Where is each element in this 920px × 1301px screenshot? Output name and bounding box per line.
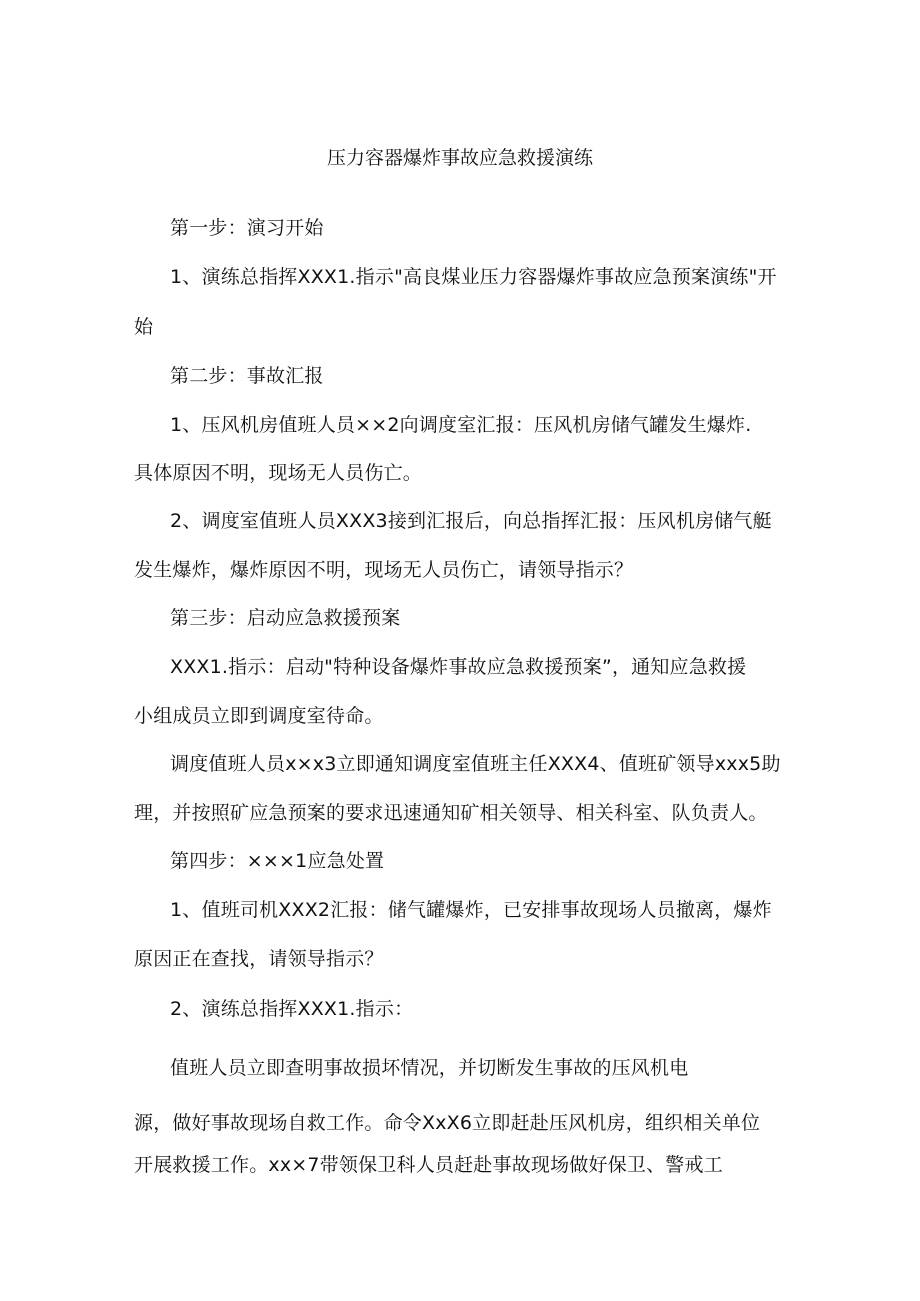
document-title: 压力容器爆炸事故应急救援演练 <box>326 147 593 169</box>
paragraph-line: 值班人员立即查明事故损坏情况，并切断发生事故的压风机电 <box>170 1057 689 1079</box>
paragraph-line: 始 <box>134 316 154 338</box>
paragraph-line: 1、演练总指挥XXX1.指示"高良煤业压力容器爆炸事故应急预案演练"开 <box>170 266 777 288</box>
paragraph-line: 1、压风机房值班人员××2向调度室汇报：压风机房储气罐发生爆炸. <box>170 414 752 436</box>
paragraph-line: 原因正在查找，请领导指示？ <box>134 948 384 970</box>
paragraph-line: 2、调度室值班人员XXX3接到汇报后，向总指挥汇报：压风机房储气艇 <box>170 510 772 532</box>
step-3-heading: 第三步：启动应急救援预案 <box>170 607 401 629</box>
paragraph-line: 发生爆炸，爆炸原因不明，现场无人员伤亡，请领导指示？ <box>134 559 634 581</box>
paragraph-line: XXX1.指示：启动"特种设备爆炸事故应急救援预案”，通知应急救援 <box>170 656 747 678</box>
paragraph-line: 小组成员立即到调度室待命。 <box>134 705 384 727</box>
paragraph-line: 源，做好事故现场自救工作。命令XxX6立即赶赴压风机房，组织相关单位 <box>134 1112 761 1134</box>
paragraph-line: 2、演练总指挥XXX1.指示： <box>170 998 414 1020</box>
paragraph-line: 调度值班人员x×x3立即通知调度室值班主任XXX4、值班矿领导xxx5助 <box>170 753 781 775</box>
step-1-heading: 第一步：演习开始 <box>170 217 324 239</box>
paragraph-line: 1、值班司机XXX2汇报：储气罐爆炸，已安排事故现场人员撤离，爆炸 <box>170 899 772 921</box>
paragraph-line: 具体原因不明，现场无人员伤亡。 <box>134 462 423 484</box>
paragraph-line: 开展救援工作。xx×7带领保卫科人员赶赴事故现场做好保卫、警戒工 <box>134 1154 723 1176</box>
step-2-heading: 第二步：事故汇报 <box>170 365 324 387</box>
paragraph-line: 理，并按照矿应急预案的要求迅速通知矿相关领导、相关科室、队负责人。 <box>134 802 768 824</box>
step-4-heading: 第四步：×××1应急处置 <box>170 850 385 872</box>
